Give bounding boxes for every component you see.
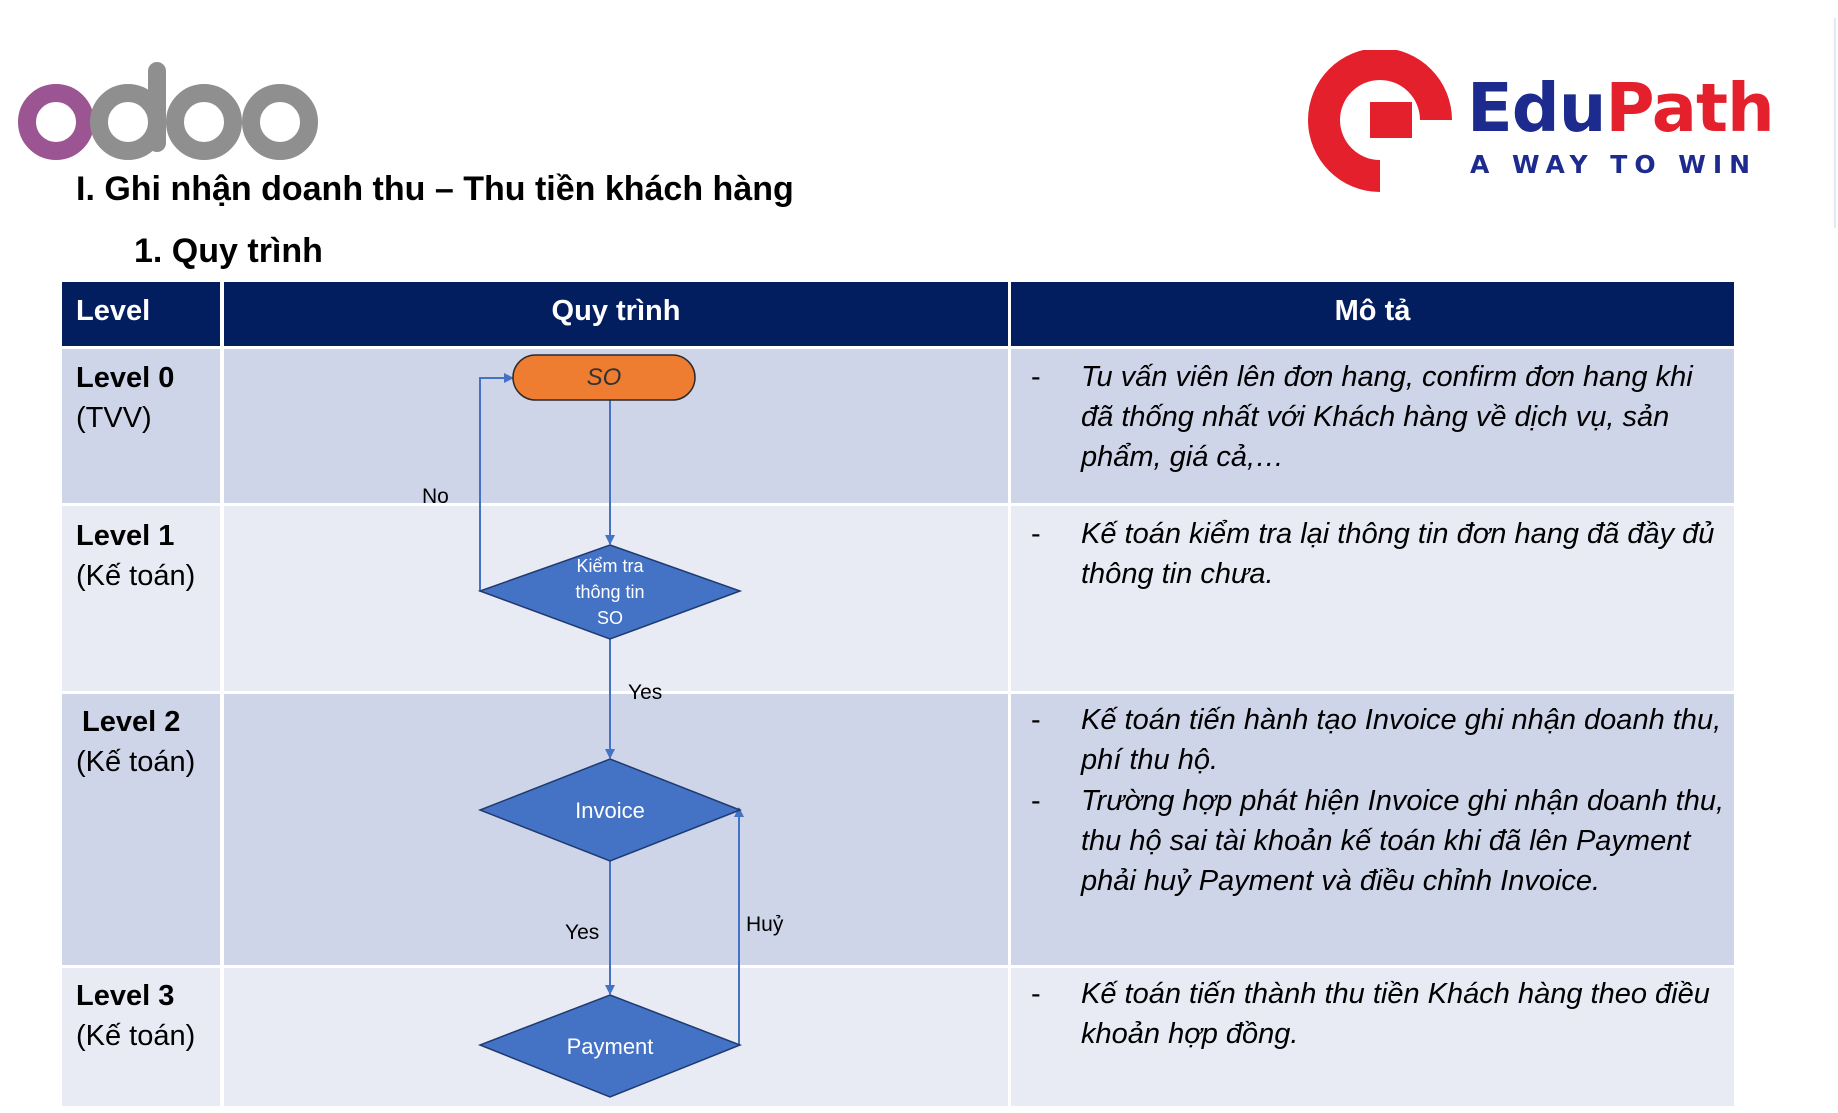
description-text: Kế toán tiến thành thu tiền Khách hàng theo điều khoản hợp đồng. [1081, 978, 1710, 1050]
bullet-dash: - [1031, 518, 1041, 550]
bullet-dash: - [1031, 704, 1041, 736]
edge-label-yes-2: Yes [565, 921, 600, 944]
edupath-brand-edu: Edu [1467, 69, 1606, 147]
bullet-dash: - [1031, 785, 1041, 817]
bullet-dash: - [1031, 361, 1041, 393]
level-label: Level 1 [76, 520, 175, 552]
description-text: Kế toán kiểm tra lại thông tin đơn hang đã đầy đủ thông tin chưa. [1081, 518, 1715, 590]
role-label: (Kế toán) [76, 746, 196, 778]
edge-label-cancel: Huỷ [746, 913, 784, 936]
node-check-label-line3: SO [596, 608, 624, 628]
node-invoice-label: Invoice [575, 798, 645, 823]
edge-label-no: No [422, 485, 449, 508]
node-payment-label: Payment [566, 1034, 654, 1059]
description-text: Kế toán tiến hành tạo Invoice ghi nhận doanh thu, phí thu hộ. [1081, 704, 1722, 776]
level-label: Level 3 [76, 980, 175, 1012]
column-header-level: Level [62, 282, 220, 346]
edge-label-yes-1: Yes [628, 681, 663, 704]
level-label: Level 2 [82, 706, 181, 738]
edupath-brand-path: Path [1605, 69, 1774, 147]
description-text: Trường hợp phát hiện Invoice ghi nhận doanh thu, thu hộ sai tài khoản kế toán khi đã lên Payment phải huỷ Payment và điều chỉnh Invoice. [1081, 785, 1725, 897]
node-check-label-line2: thông tin [575, 582, 645, 602]
node-check-label-line1: Kiểm tra [576, 556, 644, 576]
description-text: Tu vấn viên lên đơn hang, confirm đơn hang khi đã thống nhất với Khách hàng về dịch vụ, sản phẩm, giá cả,… [1081, 361, 1693, 473]
role-label: (TVV) [76, 402, 152, 434]
edge-check-no-to-so [480, 378, 513, 591]
column-header-process: Quy trình [224, 282, 1008, 346]
edupath-tagline: A WAY TO WIN [1470, 150, 1758, 179]
page-title: I. Ghi nhận doanh thu – Thu tiền khách hàng [76, 170, 794, 208]
role-label: (Kế toán) [76, 1020, 196, 1052]
section-title: 1. Quy trình [134, 232, 323, 270]
column-header-description: Mô tả [1011, 282, 1734, 346]
level-label: Level 0 [76, 362, 175, 394]
bullet-dash: - [1031, 978, 1041, 1010]
node-so-label: SO [586, 364, 622, 391]
role-label: (Kế toán) [76, 560, 196, 592]
